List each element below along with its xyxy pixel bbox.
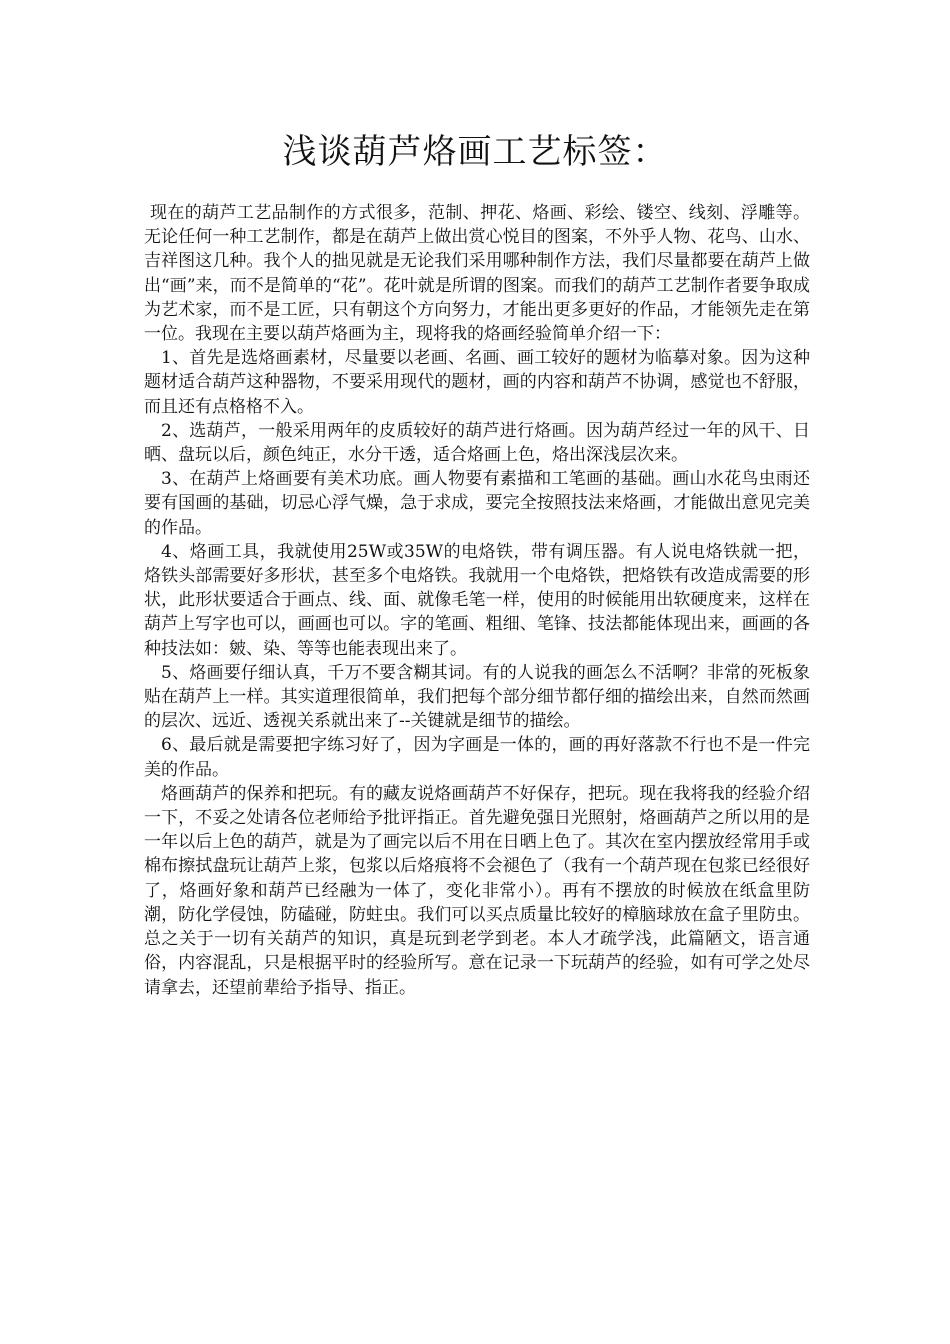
care-paragraph: 烙画葫芦的保养和把玩。有的藏友说烙画葫芦不好保存，把玩。现在我将我的经验介绍一下，不妥之处请各位老师给予批评指正。首先避免强日光照射，烙画葫芦之所以用的是一年以后上色的葫芦，就是为了画完以后不用在日晒上色了。其次在室内摆放经常用手或棉布擦拭盘玩让葫芦上浆，包浆以后烙痕将不会褪色了（我有一个葫芦现在包浆已经很好了，烙画好象和葫芦已经融为一体了，变化非常小）。再有不摆放的时候放在纸盒里防潮，防化学侵蚀，防磕碰，防蛀虫。我们可以买点质量比较好的樟脑球放在盒子里防虫。总之关于一切有关葫芦的知识，真是玩到老学到老。本人才疏学浅，此篇陋文，语言通俗，内容混乱，只是根据平时的经验所写。意在记录一下玩葫芦的经验，如有可学之处尽请拿去，还望前辈给予指导、指正。 <box>144 783 810 998</box>
step-4-paragraph: 4、烙画工具，我就使用25W或35W的电烙铁，带有调压器。有人说电烙铁就一把，烙铁头部需要好多形状，甚至多个电烙铁。我就用一个电烙铁，把烙铁有改造成需要的形状，此形状要适合于画点、线、面、就像毛笔一样，使用的时候能用出软硬度来，这样在葫芦上写字也可以，画画也可以。字的笔画、粗细、笔锋、技法都能体现出来，画画的各种技法如：皴、染、等等也能表现出来了。 <box>144 541 810 659</box>
document-body <box>144 201 810 1000</box>
step-3-paragraph: 3、在葫芦上烙画要有美术功底。画人物要有素描和工笔画的基础。画山水花鸟虫雨还要有国画的基础，切忌心浮气燥，急于求成，要完全按照技法来烙画，才能做出意见完美的作品。 <box>144 469 810 538</box>
document-title: 浅谈葫芦烙画工艺标签： <box>282 132 668 172</box>
step-6-paragraph: 6、最后就是需要把字练习好了，因为字画是一体的，画的再好落款不行也不是一件完美的作品。 <box>144 735 810 780</box>
step-2-paragraph: 2、选葫芦，一般采用两年的皮质较好的葫芦进行烙画。因为葫芦经过一年的风干、日晒、盘玩以后，颜色纯正，水分干透，适合烙画上色，烙出深浅层次来。 <box>144 420 810 466</box>
step-1-paragraph: 1、首先是选烙画素材，尽量要以老画、名画、画工较好的题材为临摹对象。因为这种题材适合葫芦这种器物，不要采用现代的题材，画的内容和葫芦不协调，感觉也不舒服，而且还有点格格不入。 <box>144 348 810 417</box>
step-5-paragraph: 5、烙画要仔细认真，千万不要含糊其词。有的人说我的画怎么不活啊？非常的死板象贴在葫芦上一样。其实道理很简单，我们把每个部分细节都仔细的描绘出来，自然而然画的层次、远近、透视关系就出来了--关键就是细节的描绘。 <box>144 662 810 732</box>
intro-paragraph: 现在的葫芦工艺品制作的方式很多，范制、押花、烙画、彩绘、镂空、线刻、浮雕等。无论任何一种工艺制作，都是在葫芦上做出赏心悦目的图案，不外乎人物、花鸟、山水、吉祥图这几种。我个人的拙见就是无论我们采用哪种制作方法，我们尽量都要在葫芦上做出“画”来，而不是简单的“花”。花叶就是所谓的图案。而我们的葫芦工艺制作者要争取成为艺术家，而不是工匠，只有朝这个方向努力，才能出更多更好的作品，才能领先走在第一位。我现在主要以葫芦烙画为主，现将我的烙画经验简单介绍一下： <box>144 203 810 345</box>
